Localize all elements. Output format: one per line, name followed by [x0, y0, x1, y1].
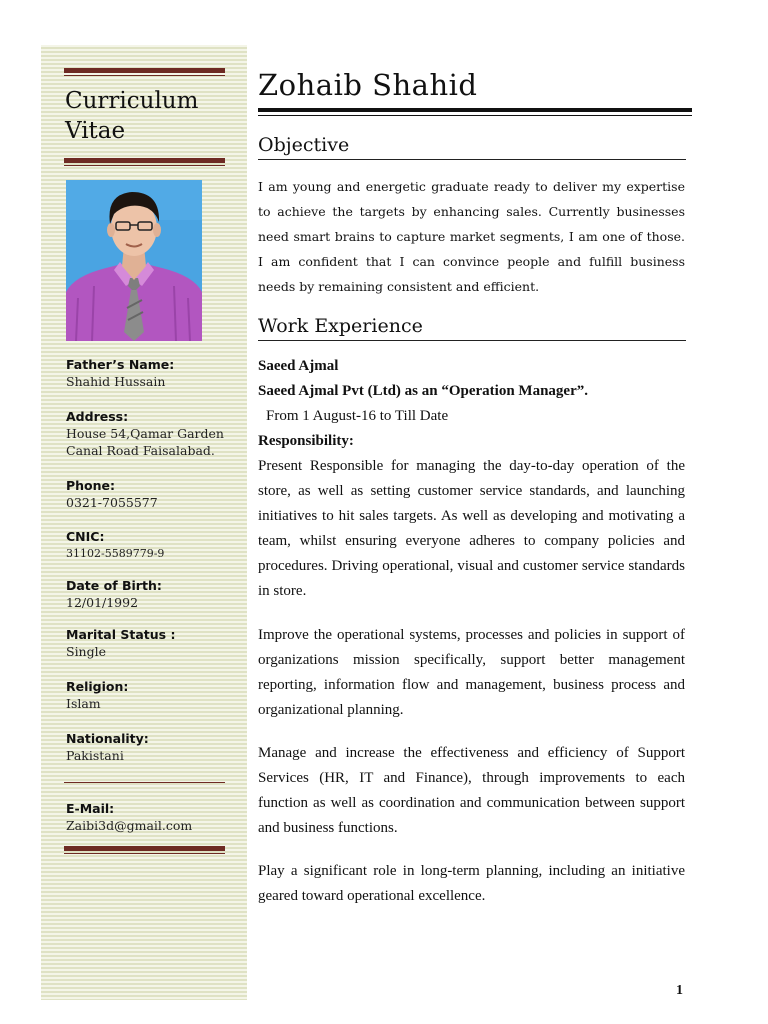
phone-label: Phone:	[66, 478, 116, 493]
phone-field	[66, 478, 241, 511]
profile-photo	[66, 180, 202, 341]
cv-title-line2: Vitae	[65, 118, 126, 144]
profile-photo-portrait	[66, 180, 202, 341]
address-value-line1: House 54,Qamar Garden	[66, 426, 224, 441]
responsibility-label: Responsibility:	[258, 433, 354, 449]
email-label: E-Mail:	[66, 801, 115, 816]
date-of-birth-value: 12/01/1992	[66, 595, 139, 610]
nationality-label: Nationality:	[66, 731, 149, 746]
objective-text: I am young and energetic graduate ready to deliver my expertise to achieve the targets by enhancing sales. Currently businesses need smart brains to capture market segments, I am one of those. I am confident that I can convince people and fulfill business needs by remaining consistent and efficient.	[258, 179, 685, 294]
cnic-label: CNIC:	[66, 529, 105, 544]
work-experience-heading: Work Experience	[258, 315, 686, 341]
religion-field	[66, 679, 241, 712]
cnic-value: 31102-5589779-9	[66, 547, 165, 560]
nationality-value: Pakistani	[66, 748, 124, 763]
cv-title	[65, 86, 235, 146]
job-position: Saeed Ajmal Pvt (Ltd) as an “Operation Manager”.	[258, 383, 588, 399]
sidebar-email-divider	[64, 782, 225, 783]
cnic-field	[66, 529, 241, 562]
date-of-birth-field	[66, 578, 241, 611]
phone-value: 0321-7055577	[66, 495, 158, 510]
job-period: From 1 August-16 to Till Date	[266, 408, 449, 424]
sidebar-title-divider	[64, 158, 225, 166]
fathers-name-value: Shahid Hussain	[66, 374, 166, 389]
email-field	[66, 801, 241, 834]
address-label: Address:	[66, 409, 129, 424]
marital-status-field	[66, 627, 241, 660]
fathers-name-label: Father’s Name:	[66, 357, 175, 372]
marital-status-value: Single	[66, 644, 107, 659]
religion-value: Islam	[66, 696, 101, 711]
cv-title-line1: Curriculum	[65, 88, 199, 114]
email-value: Zaibi3d@gmail.com	[66, 818, 193, 833]
address-field	[66, 409, 241, 459]
candidate-name: Zohaib Shahid	[258, 68, 478, 102]
responsibility-paragraph: Manage and increase the effectiveness and efficiency of Support Services (HR, IT and Finance), through improvements to each function as well as coordination and communication between support and business functions.	[258, 745, 685, 836]
address-value-line2: Canal Road Faisalabad.	[66, 443, 215, 458]
responsibility-paragraph: Present Responsible for managing the day-to-day operation of the store, as well as setting customer service standards, and launching initiatives to hit sales targets. As well as developing and motivating a team, whilst ensuring everyone adheres to company policies and procedures. Driving operational, visual and customer service standards in store.	[258, 458, 685, 599]
name-divider	[258, 108, 692, 116]
page-number: 1	[676, 983, 683, 998]
religion-label: Religion:	[66, 679, 129, 694]
date-of-birth-label: Date of Birth:	[66, 578, 162, 593]
responsibility-paragraph: Play a significant role in long-term planning, including an initiative geared toward operational excellence.	[258, 863, 685, 904]
responsibility-paragraph: Improve the operational systems, processes and policies in support of organizations mission specifically, support better management reporting, information flow and management, business process and organizational planning.	[258, 627, 685, 718]
employer-name: Saeed Ajmal	[258, 358, 339, 374]
fathers-name-field	[66, 357, 241, 390]
marital-status-label: Marital Status :	[66, 627, 176, 642]
nationality-field	[66, 731, 241, 764]
sidebar-top-divider	[64, 68, 225, 76]
objective-heading: Objective	[258, 134, 686, 160]
sidebar-bottom-divider	[64, 846, 225, 854]
